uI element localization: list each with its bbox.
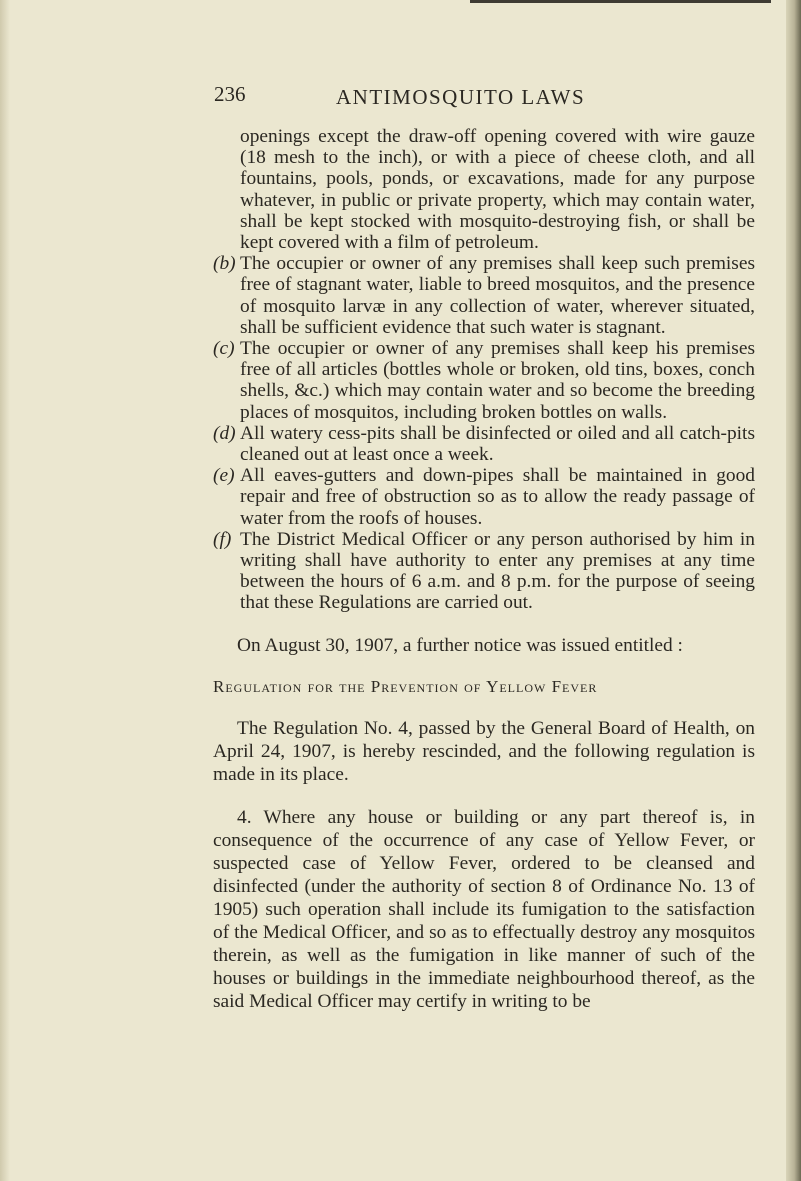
clause-c bbox=[213, 338, 755, 423]
clause-e bbox=[213, 465, 755, 529]
section-heading: Regulation for the Prevention of Yellow Fever bbox=[213, 676, 598, 696]
page-number: 236 bbox=[214, 82, 246, 106]
clause-f bbox=[213, 529, 755, 614]
clause-label: (c) bbox=[213, 338, 235, 360]
clause-label: (b) bbox=[213, 253, 236, 275]
binding-shadow bbox=[0, 0, 10, 1181]
clause-label: (d) bbox=[213, 422, 236, 444]
clause-text: The occupier or owner of any premises shall keep such premises free of stagnant water, liable to breed mosquitos, and the presence of mosquito larvæ in any collection of water, wherever situated, shall be sufficient evidence that such water is stagnant. bbox=[240, 253, 755, 338]
clause-text: The District Medical Officer or any person authorised by him in writing shall have authority to enter any premises at any time between the hours of 6 a.m. and 8 p.m. for the purpose of seeing that these Regulations are carried out. bbox=[240, 528, 755, 614]
page-edge-shadow bbox=[786, 0, 801, 1181]
clause-d bbox=[213, 423, 755, 465]
clause-label: (e) bbox=[213, 465, 235, 487]
clause-b bbox=[213, 253, 755, 338]
paragraph-regulation-4: 4. Where any house or building or any part thereof is, in consequence of the occurrence of any case of Yellow Fever, or suspected case of Yellow Fever, ordered to be cleansed and disinfected (under the authority of section 8 of Ordinance No. 13 of 1905) such operation shall include its fumigation to the satisfaction of the Medical Officer, and so as to effectually destroy any mosquitos therein, as well as the fumigation in like manner of such of the houses or buildings in the immediate neighbourhood thereof, as the said Medical Officer may certify in writing to be bbox=[213, 806, 755, 1012]
paragraph-rescinded: The Regulation No. 4, passed by the General Board of Health, on April 24, 1907, is hereby rescinded, and the following regulation is made in its place. bbox=[213, 717, 755, 785]
clause-text: The occupier or owner of any premises shall keep his premises free of all articles (bottles whole or broken, old tins, boxes, conch shells, &c.) which may contain water and so become the breeding places of mosquitos, including broken bottles on walls. bbox=[240, 338, 755, 423]
continued-clause-text: openings except the draw-off opening covered with wire gauze (18 mesh to the inch), or with a piece of cheese cloth, and all fountains, pools, ponds, or excavations, made for any purpose whatever, in public or private property, which may contain water, shall be kept stocked with mosquito-destroying fish, or shall be kept covered with a film of petroleum. bbox=[240, 126, 755, 254]
clause-label: (f) bbox=[213, 528, 232, 550]
clause-text: All eaves-gutters and down-pipes shall be maintained in good repair and free of obstruction so as to allow the ready passage of water from the roofs of houses. bbox=[240, 465, 755, 529]
page-body bbox=[213, 126, 755, 1013]
running-head: ANTIMOSQUITO LAWS bbox=[336, 85, 586, 109]
clause-text: All watery cess-pits shall be disinfected or oiled and all catch-pits cleaned out at least once a week. bbox=[240, 422, 755, 466]
top-edge-line bbox=[470, 0, 771, 3]
notice-line: On August 30, 1907, a further notice was issued entitled : bbox=[237, 634, 683, 656]
